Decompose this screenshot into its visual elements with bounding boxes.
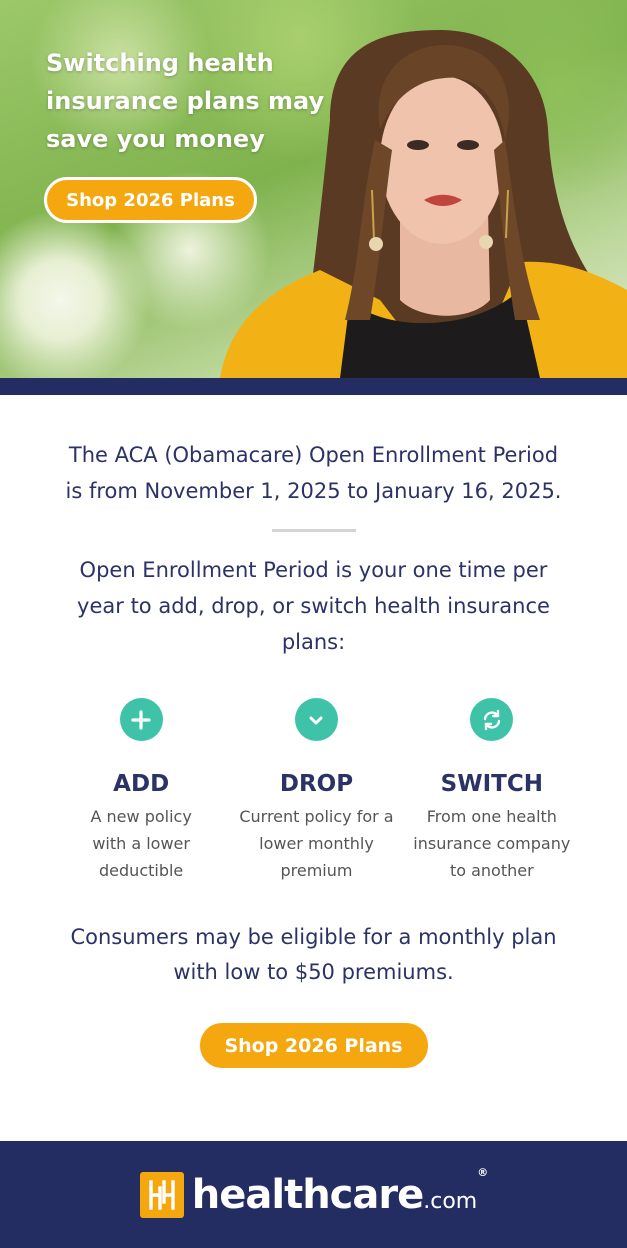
shop-plans-button[interactable]: Shop 2026 Plans — [200, 1023, 428, 1068]
main-content — [0, 437, 627, 1068]
option-switch — [404, 698, 579, 884]
option-drop — [229, 698, 404, 884]
logo-mark-icon — [140, 1172, 184, 1218]
enrollment-description-text: Open Enrollment Period is your one time per year to add, drop, or switch health insurance plans: — [77, 558, 550, 654]
plus-icon — [120, 698, 163, 741]
hero-banner — [0, 0, 627, 378]
options-row — [48, 698, 580, 884]
enrollment-period-text: The ACA (Obamacare) Open Enrollment Period is from November 1, 2025 to January 16, 2025. — [65, 443, 562, 503]
option-drop-title: DROP — [279, 771, 354, 797]
hero-divider-strip — [0, 378, 627, 395]
hero-headline: Switching health insurance plans may save you money — [46, 49, 325, 153]
logo-wordmark-suffix: .com — [423, 1188, 478, 1214]
option-switch-title: SWITCH — [440, 771, 543, 797]
option-add-description: A new policy with a lower deductible — [90, 807, 192, 880]
shop-plans-hero-button[interactable]: Shop 2026 Plans — [44, 177, 257, 223]
refresh-icon — [470, 698, 513, 741]
option-add-title: ADD — [113, 771, 170, 797]
logo-wordmark: healthcare.com® — [191, 1165, 488, 1218]
healthcare-logo[interactable] — [140, 1165, 488, 1218]
section-divider — [272, 529, 356, 532]
footer — [0, 1141, 627, 1248]
option-switch-description: From one health insurance company to another — [413, 807, 571, 880]
option-drop-description: Current policy for a lower monthly premium — [239, 807, 394, 880]
chevron-down-icon — [295, 698, 338, 741]
option-add — [54, 698, 229, 884]
eligibility-text: Consumers may be eligible for a monthly plan with low to $50 premiums. — [70, 925, 557, 984]
registered-mark: ® — [477, 1165, 488, 1179]
